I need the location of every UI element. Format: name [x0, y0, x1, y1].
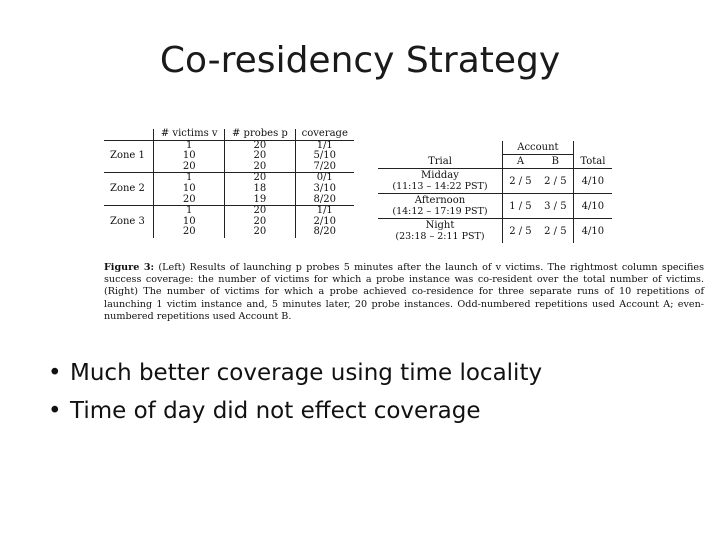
- probes-cell: 18: [225, 184, 295, 195]
- probes-cell: 20: [225, 151, 295, 162]
- victims-cell: 1: [154, 173, 225, 184]
- right-header-blank: [378, 141, 502, 155]
- left-header-empty: [104, 129, 154, 140]
- trial-name: Midday: [421, 170, 459, 181]
- right-header-a: A: [502, 155, 537, 169]
- right-header-blank-2: [573, 141, 612, 155]
- probes-cell: 20: [225, 206, 295, 217]
- left-table-header-row: [104, 129, 354, 140]
- coverage-cell: 5/10: [295, 151, 354, 162]
- trial-cell: [378, 169, 502, 194]
- caption-label: Figure 3:: [104, 262, 155, 273]
- total-cell: 4/10: [573, 169, 612, 194]
- coverage-cell: 2/10: [295, 217, 354, 228]
- bullet-text: Much better coverage using time locality: [70, 360, 543, 386]
- right-header-total: Total: [573, 155, 612, 169]
- coverage-cell: 8/20: [295, 195, 354, 206]
- right-header-b: B: [551, 156, 560, 167]
- list-item: [48, 394, 542, 432]
- victims-cell: 10: [154, 217, 225, 228]
- right-table-header-row: [378, 155, 612, 169]
- coverage-cell: 7/20: [295, 162, 354, 173]
- total-cell: 4/10: [573, 194, 612, 219]
- account-header-row: [378, 141, 612, 155]
- coverage-cell: 1/1: [295, 140, 354, 151]
- account-b-cell: 2 / 5: [538, 169, 573, 194]
- table-row: [378, 219, 612, 244]
- bullet-text: Time of day did not effect coverage: [70, 398, 481, 424]
- bullet-dot-icon: •: [48, 360, 62, 386]
- probes-cell: 20: [225, 140, 295, 151]
- trial-time: (11:13 – 14:22 PST): [392, 181, 488, 192]
- account-a-cell: 2 / 5: [502, 169, 537, 194]
- victims-cell: 10: [154, 184, 225, 195]
- victims-cell: 20: [154, 195, 225, 206]
- trial-name: Night: [425, 220, 455, 231]
- right-results-table: [378, 141, 612, 243]
- victims-cell: 1: [154, 140, 225, 151]
- probes-cell: 20: [225, 173, 295, 184]
- victims-cell: 1: [154, 206, 225, 217]
- probes-cell: 20: [225, 217, 295, 228]
- probes-cell: 20: [225, 162, 295, 173]
- probes-cell: 19: [225, 195, 295, 206]
- caption-text: (Left) Results of launching p probes 5 minutes after the launch of v victims. The rightmost column specifies success coverage: the number of victims for which a probe instance was co-resident over the total number of victims. (Right) The number of victims for which a probe achieved co-residence for three separate runs of 10 repetitions of launching 1 victim instance and, 5 minutes later, 20 probe instances. Odd-numbered repetitions used Account A; even-numbered repetitions used Account B.: [104, 262, 704, 322]
- left-results-table: [104, 129, 354, 238]
- list-item: [48, 356, 542, 394]
- account-b-cell: 3 / 5: [538, 194, 573, 219]
- bullet-dot-icon: •: [48, 398, 62, 424]
- zone-label: Zone 2: [104, 173, 154, 206]
- account-header: Account: [502, 141, 573, 155]
- zone-label: Zone 1: [110, 150, 145, 162]
- coverage-cell: 0/1: [295, 173, 354, 184]
- coverage-cell: 8/20: [295, 227, 354, 238]
- table-row: [378, 194, 612, 219]
- slide-title: Co-residency Strategy: [159, 40, 561, 81]
- account-a-cell: 2 / 5: [502, 219, 537, 244]
- trial-time: (14:12 – 17:19 PST): [392, 206, 488, 217]
- figure-caption: [104, 262, 704, 323]
- left-header-coverage: coverage: [295, 129, 354, 140]
- table-row: [378, 169, 612, 194]
- bullet-list: [48, 356, 542, 432]
- trial-name: Afternoon: [414, 195, 466, 206]
- right-header-trial: Trial: [428, 155, 452, 167]
- zone-label: Zone 3: [104, 206, 154, 238]
- left-header-victims: # victims v: [154, 129, 225, 140]
- victims-cell: 20: [154, 227, 225, 238]
- victims-cell: 20: [154, 162, 225, 173]
- probes-cell: 20: [225, 227, 295, 238]
- coverage-cell: 3/10: [295, 184, 354, 195]
- trial-cell: [378, 219, 502, 244]
- coverage-cell: 1/1: [295, 206, 354, 217]
- victims-cell: 10: [154, 151, 225, 162]
- account-a-cell: 1 / 5: [502, 194, 537, 219]
- left-header-probes: # probes p: [225, 129, 295, 140]
- trial-cell: [378, 194, 502, 219]
- trial-time: (23:18 – 2:11 PST): [395, 231, 485, 242]
- account-b-cell: 2 / 5: [538, 219, 573, 244]
- total-cell: 4/10: [573, 219, 612, 244]
